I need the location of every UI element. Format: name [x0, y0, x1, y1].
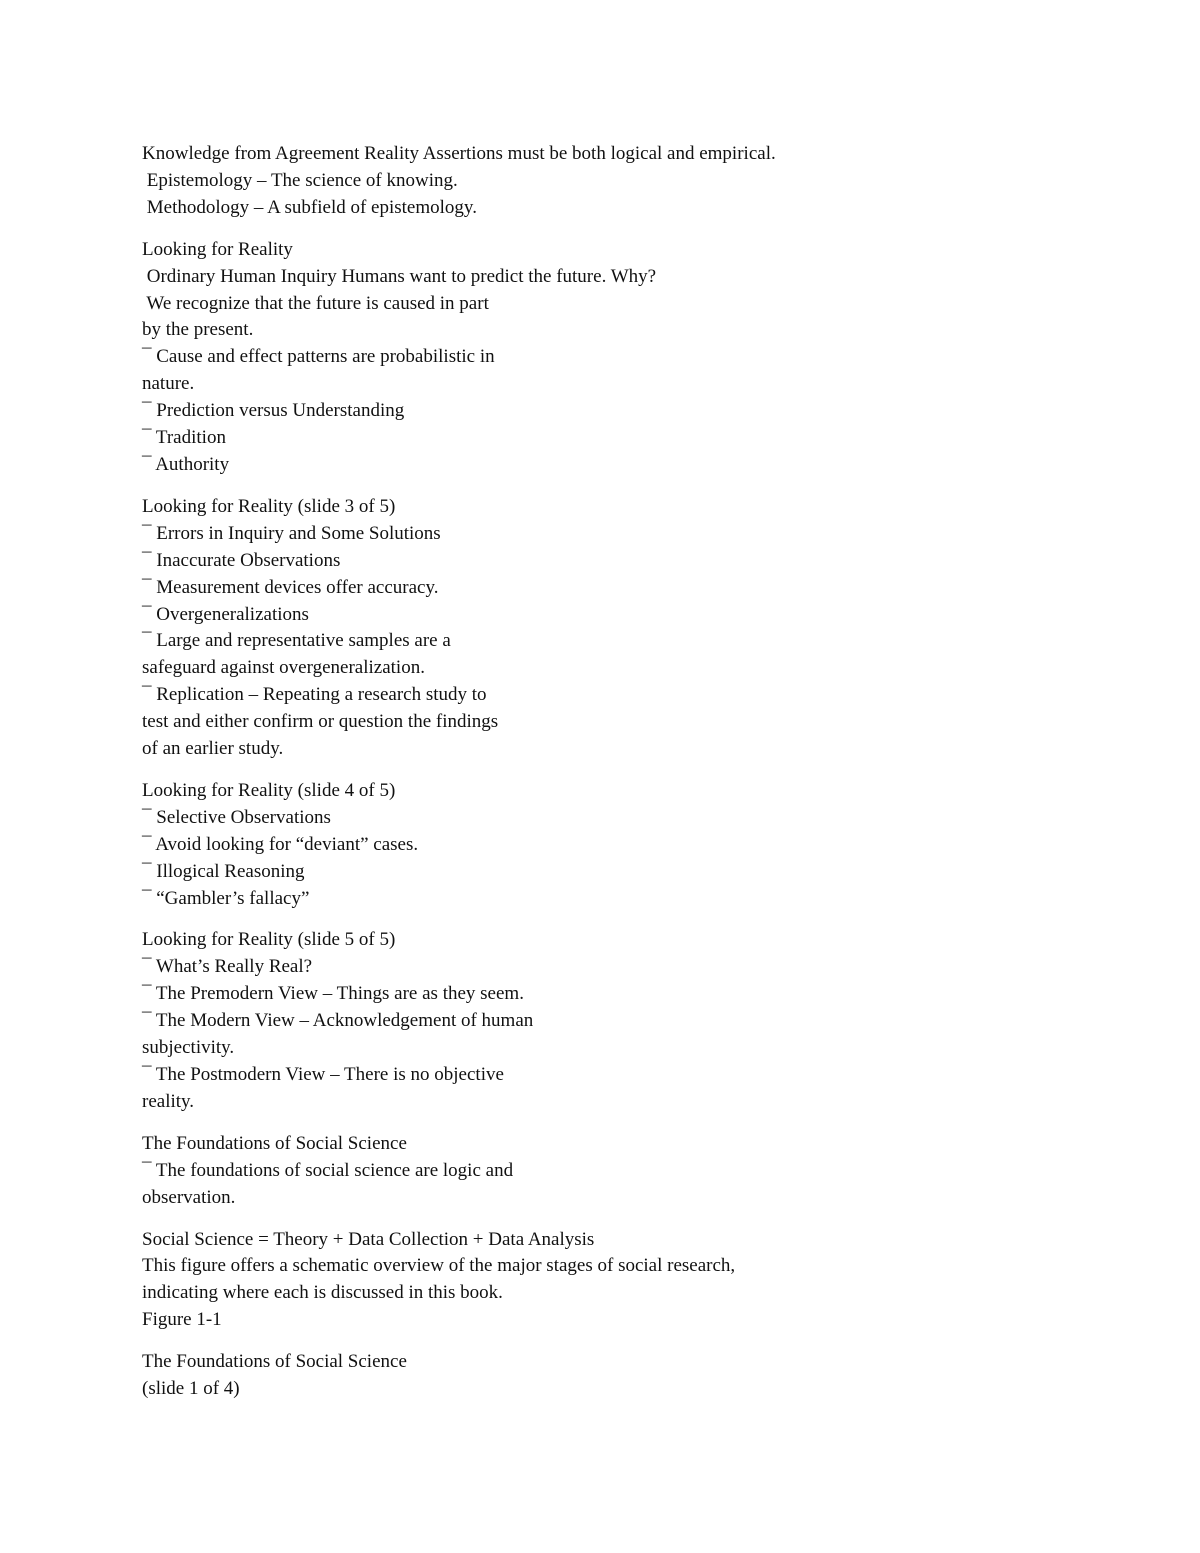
text-line: ¯ Tradition — [142, 427, 226, 449]
text-line: by the present. — [142, 319, 254, 341]
text-line: safeguard against overgeneralization. — [142, 657, 425, 679]
text-line: This figure offers a schematic overview of the major stages of social research, — [142, 1255, 736, 1277]
text-line: ¯ The Premodern View – Things are as they seem. — [142, 983, 524, 1005]
text-line: ¯ Errors in Inquiry and Some Solutions — [142, 522, 441, 544]
section-heading: Looking for Reality (slide 4 of 5) — [142, 779, 396, 801]
section-heading: The Foundations of Social Science — [142, 1351, 407, 1373]
document-page — [142, 141, 1102, 1418]
text-line: ¯ What’s Really Real? — [142, 956, 313, 978]
text-line: ¯ Overgeneralizations — [142, 603, 309, 625]
text-line: Knowledge from Agreement Reality Assertions must be both logical and empirical. — [142, 143, 776, 164]
section-heading: Looking for Reality — [142, 238, 293, 260]
figure-caption: Figure 1-1 — [142, 1309, 222, 1331]
text-line: observation. — [142, 1186, 236, 1208]
text-line: ¯ Prediction versus Understanding — [142, 400, 405, 422]
text-line: ¯ “Gambler’s fallacy” — [142, 887, 310, 909]
paragraph-slide-4 — [142, 778, 1102, 913]
text-line: ¯ The Modern View – Acknowledgement of human — [142, 1010, 534, 1032]
section-heading: Looking for Reality (slide 5 of 5) — [142, 929, 396, 951]
text-line: ¯ The foundations of social science are logic and — [142, 1159, 514, 1181]
text-line: We recognize that the future is caused in part — [142, 292, 489, 314]
text-line: Epistemology – The science of knowing. — [142, 169, 458, 191]
text-line: reality. — [142, 1090, 195, 1112]
text-line: ¯ The Postmodern View – There is no objective — [142, 1064, 504, 1085]
text-line: Ordinary Human Inquiry Humans want to predict the future. Why? — [142, 265, 657, 287]
text-line: ¯ Authority — [142, 453, 230, 475]
section-heading: Looking for Reality (slide 3 of 5) — [142, 495, 396, 517]
paragraph-foundations-slide-1 — [142, 1349, 1102, 1403]
text-line: ¯ Avoid looking for “deviant” cases. — [142, 833, 419, 855]
text-line: nature. — [142, 373, 195, 395]
text-line: ¯ Illogical Reasoning — [142, 860, 305, 882]
text-line: (slide 1 of 4) — [142, 1378, 240, 1400]
paragraph-slide-5 — [142, 927, 1102, 1115]
paragraph-foundations — [142, 1131, 1102, 1212]
text-line: Methodology – A subfield of epistemology. — [142, 196, 477, 218]
text-line: subjectivity. — [142, 1037, 235, 1059]
text-line: ¯ Cause and effect patterns are probabilistic in — [142, 346, 495, 368]
paragraph-looking-for-reality — [142, 237, 1102, 479]
paragraph-slide-3 — [142, 494, 1102, 763]
text-line: test and either confirm or question the findings — [142, 711, 499, 733]
text-line: ¯ Large and representative samples are a — [142, 630, 451, 652]
paragraph-social-science — [142, 1227, 1102, 1335]
text-line: indicating where each is discussed in this book. — [142, 1282, 503, 1304]
text-line: ¯ Inaccurate Observations — [142, 549, 341, 571]
text-line: ¯ Selective Observations — [142, 806, 331, 828]
section-heading: The Foundations of Social Science — [142, 1132, 407, 1154]
text-line: of an earlier study. — [142, 738, 284, 760]
text-line: ¯ Replication – Repeating a research study to — [142, 684, 487, 706]
paragraph-knowledge — [142, 141, 1102, 222]
section-heading: Social Science = Theory + Data Collection + Data Analysis — [142, 1228, 595, 1250]
text-line: ¯ Measurement devices offer accuracy. — [142, 576, 439, 598]
